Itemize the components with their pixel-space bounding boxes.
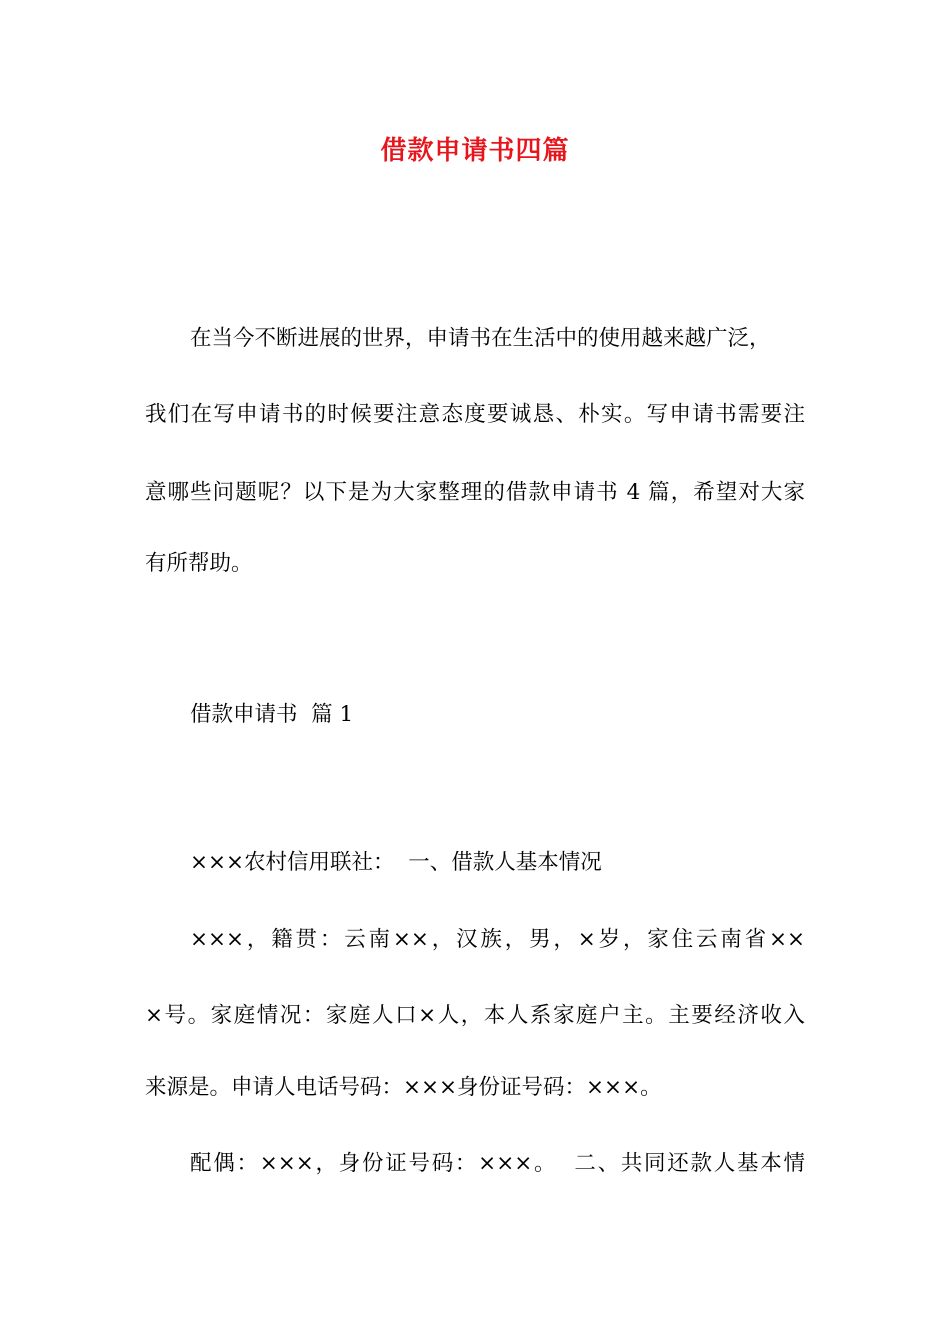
intro-line-1: 在当今不断进展的世界，申请书在生活中的使用越来越广泛， xyxy=(190,326,771,351)
intro-line-3: 意哪些问题呢？以下是为大家整理的借款申请书 4 篇，希望对大家 xyxy=(145,480,805,505)
body-line-2: ×××，籍贯：云南××，汉族，男，×岁，家住云南省×× xyxy=(190,927,805,952)
body-line-4: 来源是。申请人电话号码：×××身份证号码：×××。 xyxy=(145,1075,662,1100)
intro-line-2: 我们在写申请书的时候要注意态度要诚恳、朴实。写申请书需要注 xyxy=(145,402,805,427)
document-title: 借款申请书四篇 xyxy=(380,136,570,166)
section-heading: 借款申请书 篇 1 xyxy=(190,702,354,727)
body-line-1: ×××农村信用联社： 一、借款人基本情况 xyxy=(190,850,602,875)
intro-line-4: 有所帮助。 xyxy=(145,551,253,576)
body-line-3: ×号。家庭情况：家庭人口×人，本人系家庭户主。主要经济收入 xyxy=(145,1003,805,1028)
body-line-5: 配偶：×××，身份证号码：×××。 二、共同还款人基本情 xyxy=(190,1151,805,1176)
